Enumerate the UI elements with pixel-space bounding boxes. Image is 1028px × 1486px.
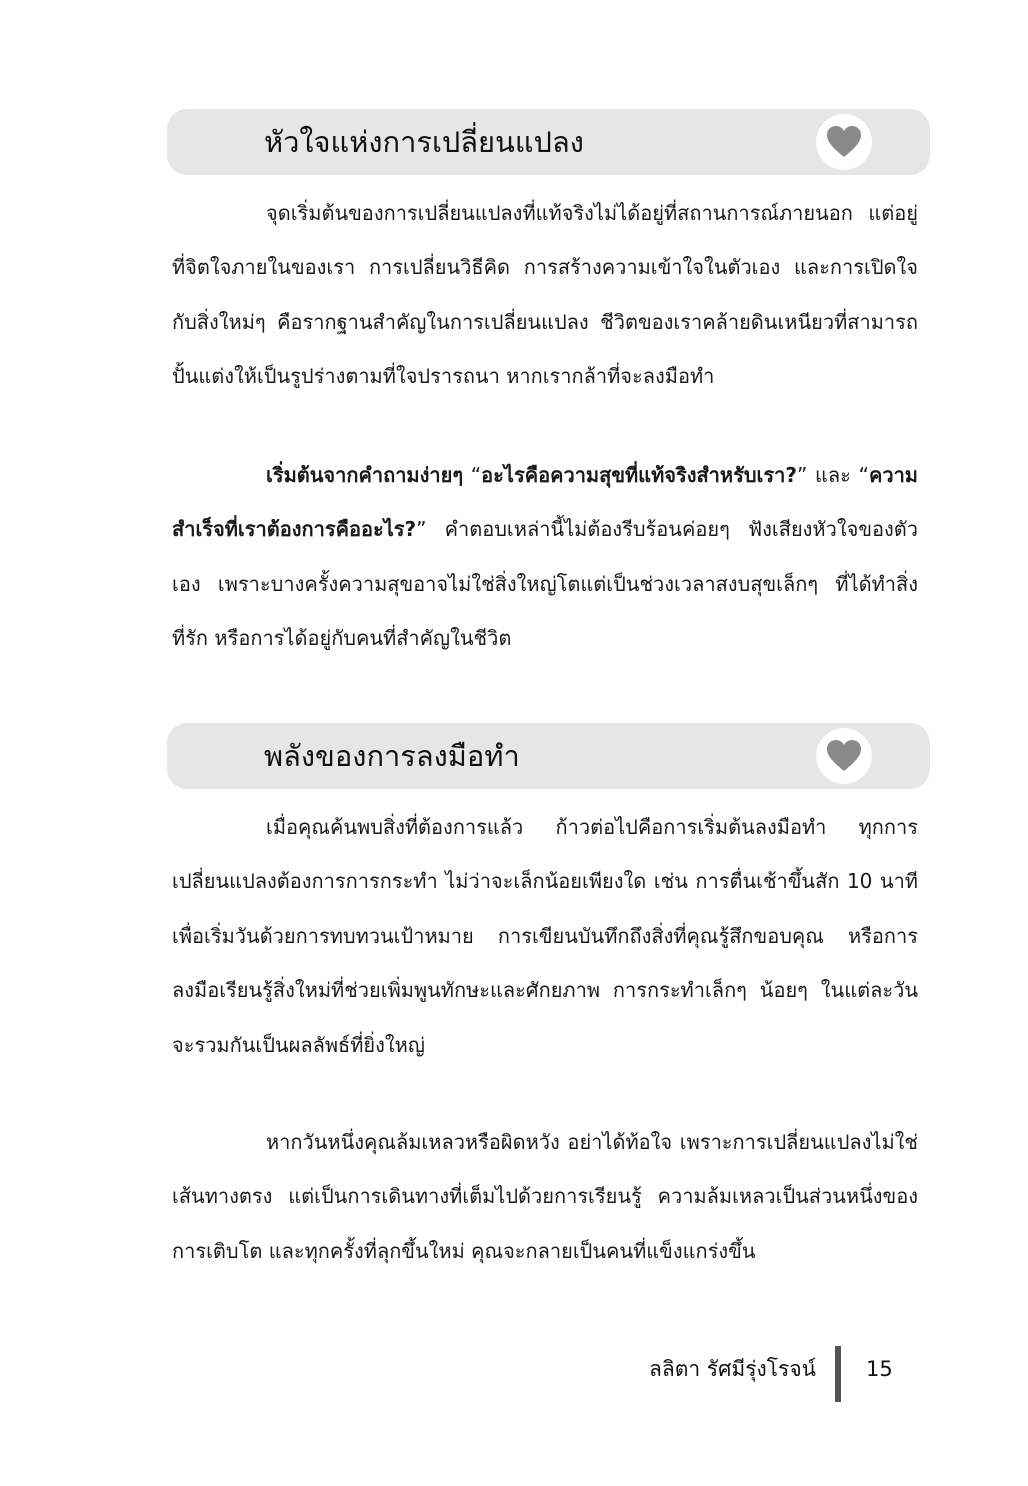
section-title: หัวใจแห่งการเปลี่ยนแปลง	[264, 125, 584, 159]
paragraph: หากวันหนึ่งคุณล้มเหลวหรือผิดหวัง อย่าได้ท้อใจ เพราะการเปลี่ยนแปลงไม่ใช่เส้นทางตรง แต่เป็นการเดินทางที่เต็มไปด้วยการเรียนรู้ ความล้มเหลวเป็นส่วนหนึ่งของการเติบโต และทุกครั้งที่ลุกขึ้นใหม่ คุณจะกลายเป็นคนที่แข็งแกร่งขึ้น	[172, 1130, 918, 1263]
quote-open: “	[463, 463, 482, 487]
section-header-1	[167, 109, 930, 175]
paragraph: เมื่อคุณค้นพบสิ่งที่ต้องการแล้ว ก้าวต่อไปคือการเริ่มต้นลงมือทำ ทุกการเปลี่ยนแปลงต้องการการกระทำ ไม่ว่าจะเล็กน้อยเพียงใด เช่น การตื่นเช้าขึ้นสัก 10 นาที เพื่อเริ่มวันด้วยการทบทวนเป้าหมาย การเขียนบันทึกถึงสิ่งที่คุณรู้สึกขอบคุณ หรือการลงมือเรียนรู้สิ่งใหม่ที่ช่วยเพิ่มพูนทักษะและศักยภาพ การกระทำเล็กๆ น้อยๆ ในแต่ละวัน จะรวมกันเป็นผลลัพธ์ที่ยิ่งใหญ่	[172, 815, 918, 1057]
quote-joiner: ” และ “	[796, 463, 869, 487]
bold-lead: เริ่มต้นจากคำถามง่ายๆ	[266, 463, 464, 487]
paragraph-rest: ” คำตอบเหล่านี้ไม่ต้องรีบร้อนค่อยๆ ฟังเสียงหัวใจของตัวเอง เพราะบางครั้งความสุขอาจไม่ใช่สิ่งใหญ่โตแต่เป็นช่วงเวลาสงบสุขเล็กๆ ที่ได้ทำสิ่งที่รัก หรือการได้อยู่กับคนที่สำคัญในชีวิต	[172, 517, 918, 651]
bold-question-1: อะไรคือความสุขที่แท้จริงสำหรับเรา?	[481, 463, 797, 487]
paragraph: จุดเริ่มต้นของการเปลี่ยนแปลงที่แท้จริงไม่ได้อยู่ที่สถานการณ์ภายนอก แต่อยู่ที่จิตใจภายในของเรา การเปลี่ยนวิธีคิด การสร้างความเข้าใจในตัวเอง และการเปิดใจกับสิ่งใหม่ๆ คือรากฐานสำคัญในการเปลี่ยนแปลง ชีวิตของเราคล้ายดินเหนียวที่สามารถปั้นแต่งให้เป็นรูปร่างตามที่ใจปรารถนา หากเรากล้าที่จะลงมือทำ	[172, 201, 918, 389]
author-name: ลลิตา รัศมีรุ่งโรจน์	[648, 1357, 816, 1381]
heart-icon	[816, 114, 872, 170]
footer-divider	[835, 1346, 841, 1402]
heart-icon	[816, 728, 872, 784]
bold-question-2: ความสำเร็จที่เราต้องการคืออะไร?	[172, 463, 918, 542]
page-number: 15	[866, 1357, 893, 1381]
section-header-2	[167, 723, 930, 789]
section-title: พลังของการลงมือทำ	[264, 739, 520, 773]
paragraph	[172, 448, 918, 666]
